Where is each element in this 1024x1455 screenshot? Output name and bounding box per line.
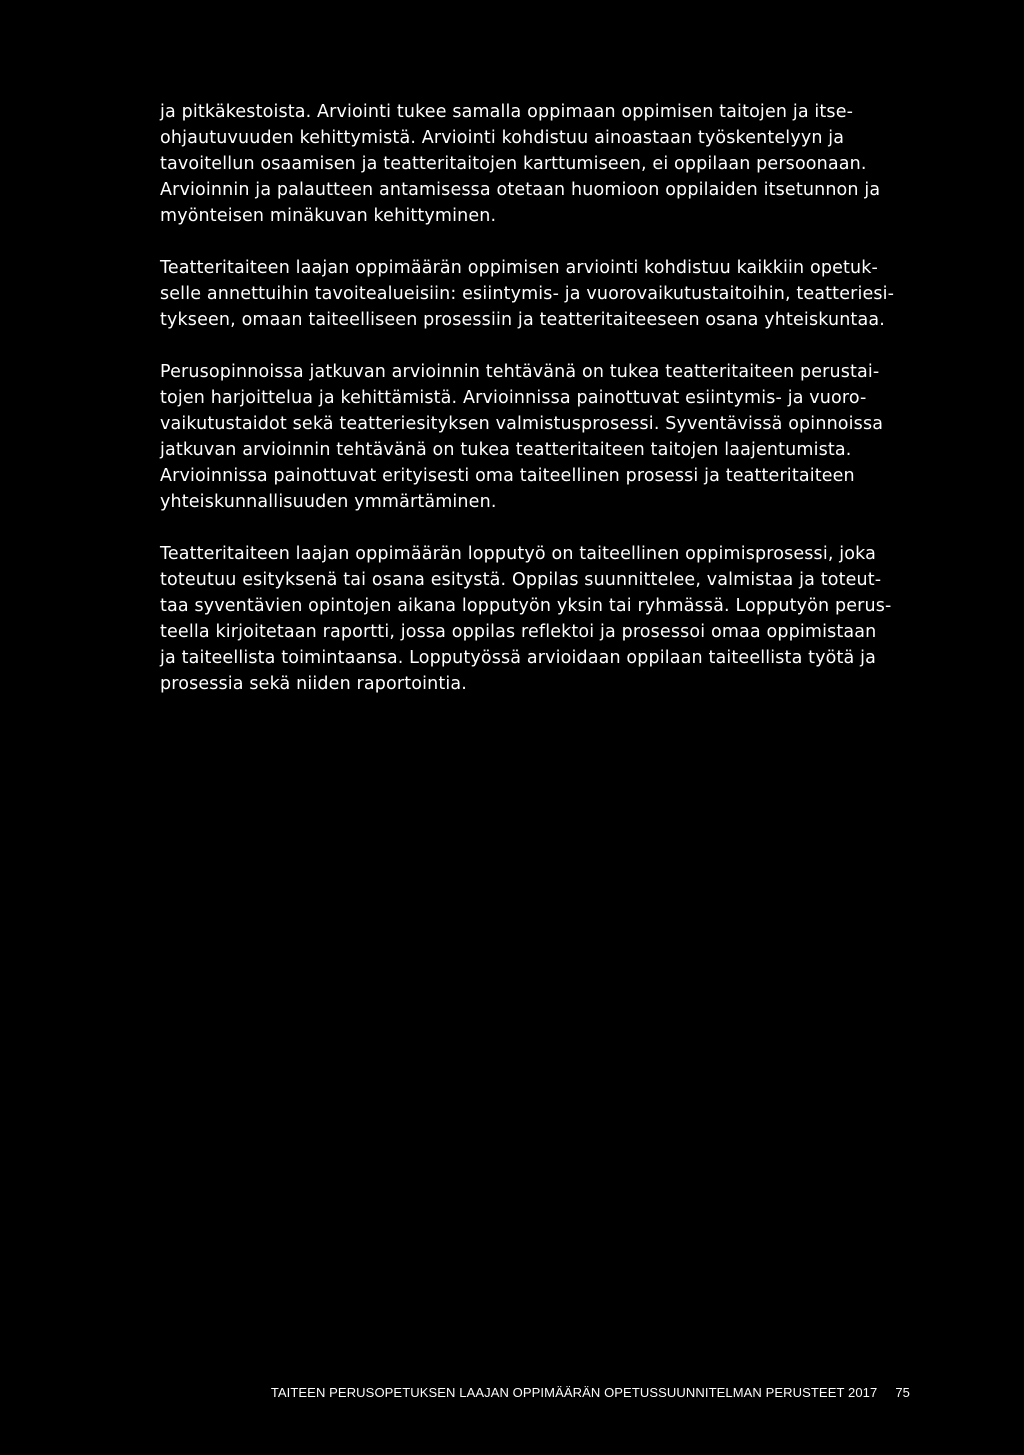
text-line: vaikutustaidot sekä teatteriesityksen valmistusprosessi. Syventävissä opinnoissa	[160, 414, 884, 434]
text-line: tavoitellun osaamisen ja teatteritaitojen karttumiseen, ei oppilaan persoonaan.	[160, 154, 867, 174]
text-line: taa syventävien opintojen aikana lopputyön yksin tai ryhmässä. Lopputyön perus-	[160, 596, 892, 616]
paragraph-assessment-targets	[160, 255, 912, 333]
text-line: Teatteritaiteen laajan oppimäärän oppimisen arviointi kohdistuu kaikkiin opetuk-	[160, 258, 879, 278]
paragraph-final-project	[160, 541, 912, 697]
text-line: prosessia sekä niiden raportointia.	[160, 674, 467, 694]
text-line: ja pitkäkestoista. Arviointi tukee samalla oppimaan oppimisen taitojen ja itse-	[160, 102, 854, 122]
text-line: toteutuu esityksenä tai osana esitystä. Oppilas suunnittelee, valmistaa ja toteut-	[160, 570, 882, 590]
page-footer	[0, 1382, 910, 1402]
text-line: tojen harjoittelua ja kehittämistä. Arvioinnissa painottuvat esiintymis- ja vuoro-	[160, 388, 867, 408]
text-line: Arvioinnin ja palautteen antamisessa otetaan huomioon oppilaiden itsetunnon ja	[160, 180, 881, 200]
text-line: jatkuvan arvioinnin tehtävänä on tukea teatteritaiteen taitojen laajentumista.	[160, 440, 852, 460]
text-line: ja taiteellista toimintaansa. Lopputyössä arvioidaan oppilaan taiteellista työtä ja	[160, 648, 877, 668]
footer-title: TAITEEN PERUSOPETUKSEN LAAJAN OPPIMÄÄRÄN OPETUSSUUNNITELMAN PERUSTEET 2017	[270, 1384, 878, 1400]
text-line: tykseen, omaan taiteelliseen prosessiin ja teatteritaiteeseen osana yhteiskuntaa.	[160, 310, 885, 330]
text-line: teella kirjoitetaan raportti, jossa oppilas reflektoi ja prosessoi omaa oppimistaan	[160, 622, 877, 642]
text-line: ohjautuvuuden kehittymistä. Arviointi kohdistuu ainoastaan työskentelyyn ja	[160, 128, 845, 148]
text-line: Teatteritaiteen laajan oppimäärän lopputyö on taiteellinen oppimisprosessi, joka	[160, 544, 876, 564]
page-number: 75	[895, 1384, 910, 1400]
text-line: yhteiskunnallisuuden ymmärtäminen.	[160, 492, 497, 512]
body-text	[160, 99, 912, 723]
paragraph-basic-advanced-studies	[160, 359, 912, 515]
text-line: Perusopinnoissa jatkuvan arvioinnin tehtävänä on tukea teatteritaiteen perustai-	[160, 362, 880, 382]
paragraph-assessment-support	[160, 99, 912, 229]
text-line: selle annettuihin tavoitealueisiin: esiintymis- ja vuorovaikutustaitoihin, teatteriesi-	[160, 284, 895, 304]
text-line: Arvioinnissa painottuvat erityisesti oma taiteellinen prosessi ja teatteritaiteen	[160, 466, 855, 486]
text-line: myönteisen minäkuvan kehittyminen.	[160, 206, 497, 226]
